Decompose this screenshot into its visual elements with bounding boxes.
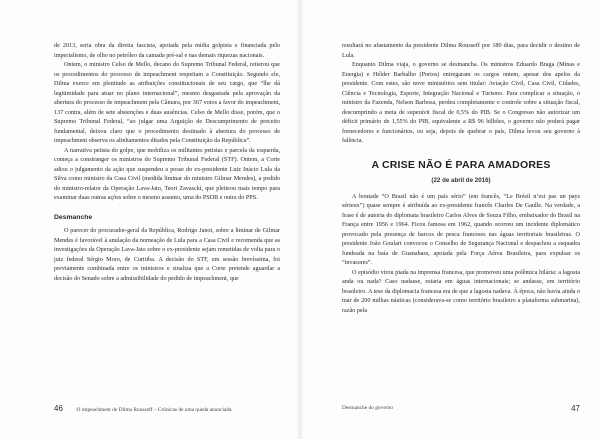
page-number: 46 <box>54 404 63 413</box>
right-page-body <box>342 42 580 316</box>
paragraph: Enquanto Dilma viaja, o governo se desmancha. Os ministros Eduardo Braga (Minas e Energia) e Hélder Barbalho (Portos) entregaram os cargos ontem, apesar dos apelos da presidente. Com estes, são nove ministérios sem titular: Aviação Civil, Casa Civil, Cidades, Ciência e Tecnologia, Esporte, Integração Nacional e Turismo. Para complicar a situação, o ministro da Fazenda, Nelson Barbosa, perdeu completamente o controle sobre a situação fiscal, descumprindo a meta de superávit fiscal de 0,5% do PIB. Se o Congresso não autorizar um déficit primário de 1,55% do PIB, equivalente a R$ 96 bilhões, o governo não poderá pagar fornecedores e funcionários, ou seja, depois de quebrar o país, Dilma levou seu governo à falência. <box>342 62 580 144</box>
running-title: O impeachment de Dilma Rousseff – Crônicas de uma queda anunciada <box>76 407 232 413</box>
chapter-date: (22 de abril de 2016) <box>431 177 491 184</box>
paragraph: resultará no afastamento da presidente Dilma Rousseff por 180 dias, para decidir o destino de Lula. <box>342 43 580 59</box>
paragraph: A narrativa petista do golpe, que mobiliza os militantes petistas e parcela da esquerda, começa a constranger os ministros do Supremo Tribunal Federal (STF). Ontem, a Corte adiou o julgamento da ação que suspendeu a posse do ex-presidente Luiz Inácio Lula da Silva como ministro da Casa Civil (medida liminar do ministro Gilmar Mendes), a pedido do ministro-relator da Operação Lava-Jato, Teori Zavascki, que pleiteou mais tempo para examinar duas outras ações sobre o mesmo assunto, uma do PSDB e outra do PPS. <box>54 147 280 201</box>
running-title: Desmanche do governo <box>342 405 393 411</box>
paragraph: O episódio virou piada na imprensa francesa, que promoveu uma polêmica hilária: a lagosta anda ou nada? Caso nadasse, estaria em águas internacionais; se andasse, em território brasileiro. A tese da diplomacia francesa era de que a lagosta nadava. À época, não havia ainda o mar de 200 milhas náuticas (considerava-se como território brasileiro a plataforma submarina), razão pela <box>342 269 580 314</box>
right-page <box>308 0 600 439</box>
section-heading: Desmanche <box>54 213 93 221</box>
paragraph: Ontem, o ministro Celso de Mello, decano do Supremo Tribunal Federal, reiterou que os procedimentos do processo de impeachment respeitam a Constituição. Segundo ele, Dilma exerce em plenitude as atribuições constitucionais de seu cargo, que “lhe dá legitimidade para atuar no plano internacional”, mesmo desgastada pela aprovação da abertura do processo de impeachment pela Câmara, por 367 votos a favor do impeachment, 137 contra, além de sete abstenções e duas ausências. Celso de Mello disse, porém, que o Supremo Tribunal Federal, “ao julgar uma Arguição de Descumprimento de preceito fundamental, deixou claro que o procedimento destinado à abertura do processo de impeachment observa os alinhamentos ditados pela Constituição da República”. <box>54 62 280 144</box>
paragraph: O parecer do procurador-geral da República, Rodrigo Janot, sobre a liminar de Gilmar Mendes é favorável à anulação da nomeação de Lula para a Casa Civil e recomenda que as investigações da Operação Lava-Jato sobre o ex-presidente sejam remetidas de volta para o juiz federal Sérgio Moro, de Curitiba. A decisão do STF, em sessão brevíssima, foi previamente combinada entre os ministros e sinaliza que a Corte pretende aguardar a decisão do Senado sobre a admissibilidade do pedido de impeachment, que <box>54 228 280 282</box>
left-folio <box>54 404 232 413</box>
left-page-body <box>54 42 280 284</box>
page-number: 47 <box>571 404 580 413</box>
chapter-title: A CRISE NÃO É PARA AMADORES <box>371 158 551 171</box>
left-page <box>0 0 292 439</box>
paragraph: de 2013, seria obra da direita fascista, apoiada pela mídia golpista e financiada pelo imperialismo, de olho no petróleo da camada pré-sal e nas demais riquezas nacionais. <box>54 43 280 59</box>
paragraph: A boutade “O Brasil não é um país sério” (em francês, “Le Brésil n’est pas un pays sérieux”) quase sempre é atribuída ao ex-presidente francês Charles De Gaulle. Na verdade, a frase é de autoria do diplomata brasileiro Carlos Alves de Souza Filho, embaixador do Brasil na França entre 1956 e 1964. Ficou famosa em 1962, quando ocorreu um incidente diplomático provocado pela presença de barcos de pesca franceses nas águas territoriais brasileiras. O presidente João Goulart convocou o Conselho de Segurança Nacional e despachou a esquadra fundeada na baía de Guanabara, apoiada pela Força Aérea Brasileira, para expulsar os “invasores”. <box>342 193 580 266</box>
book-gutter <box>296 0 304 439</box>
right-folio <box>342 404 580 413</box>
